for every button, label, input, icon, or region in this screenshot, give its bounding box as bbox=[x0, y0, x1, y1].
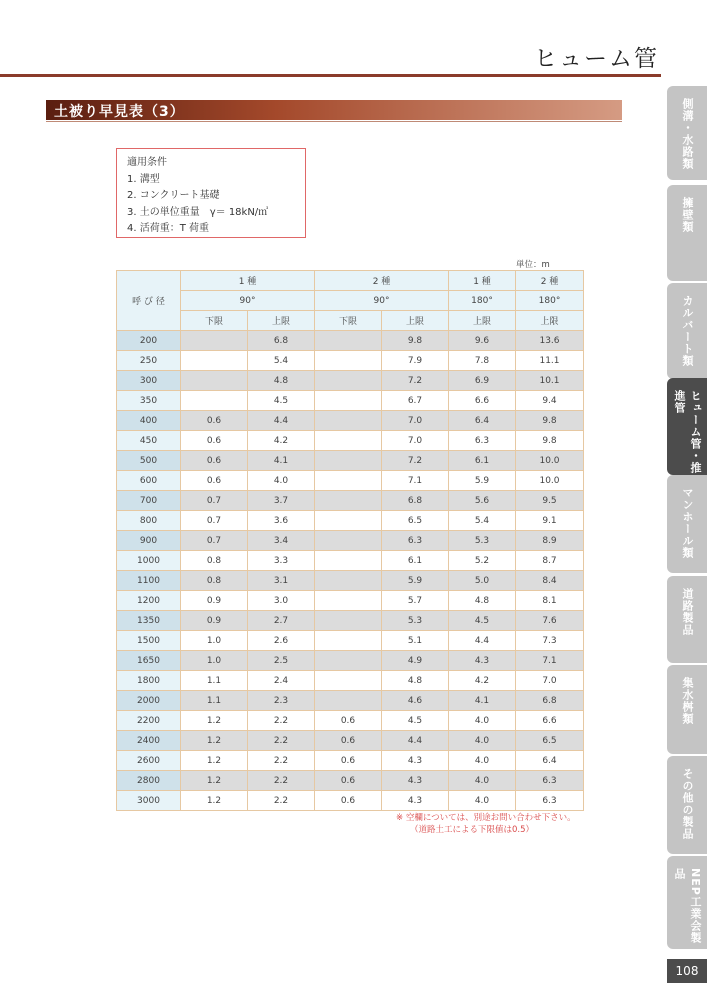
value-cell: 2.3 bbox=[248, 691, 315, 711]
condition-item: 4. 活荷重：T 荷重 bbox=[127, 223, 210, 234]
kind-header: 1 種 bbox=[181, 271, 315, 291]
value-cell: 4.5 bbox=[382, 711, 449, 731]
value-cell: 4.4 bbox=[449, 631, 516, 651]
value-cell bbox=[315, 611, 382, 631]
value-cell: 9.8 bbox=[516, 431, 584, 451]
value-cell: 4.3 bbox=[382, 771, 449, 791]
value-cell bbox=[315, 371, 382, 391]
table-row bbox=[117, 491, 584, 511]
value-cell: 2.5 bbox=[248, 651, 315, 671]
angle-header: 90° bbox=[181, 291, 315, 311]
nominal-diameter-cell: 350 bbox=[117, 391, 181, 411]
value-cell: 10.0 bbox=[516, 471, 584, 491]
value-cell: 1.2 bbox=[181, 771, 248, 791]
nominal-diameter-cell: 3000 bbox=[117, 791, 181, 811]
value-cell: 0.7 bbox=[181, 511, 248, 531]
conditions-box bbox=[116, 148, 306, 238]
value-cell: 2.2 bbox=[248, 731, 315, 751]
value-cell bbox=[315, 571, 382, 591]
category-tab-label: 擁壁類 bbox=[681, 197, 694, 233]
value-cell: 4.4 bbox=[382, 731, 449, 751]
nominal-diameter-header: 呼 び 径 bbox=[117, 271, 181, 331]
nominal-diameter-cell: 500 bbox=[117, 451, 181, 471]
value-cell: 6.8 bbox=[516, 691, 584, 711]
value-cell: 6.5 bbox=[382, 511, 449, 531]
value-cell: 5.3 bbox=[382, 611, 449, 631]
value-cell: 4.5 bbox=[248, 391, 315, 411]
value-cell: 6.3 bbox=[449, 431, 516, 451]
value-cell: 4.3 bbox=[382, 751, 449, 771]
nominal-diameter-cell: 2000 bbox=[117, 691, 181, 711]
value-cell: 8.4 bbox=[516, 571, 584, 591]
value-cell: 0.6 bbox=[315, 771, 382, 791]
nominal-diameter-cell: 1500 bbox=[117, 631, 181, 651]
value-cell: 4.3 bbox=[382, 791, 449, 811]
value-cell: 4.0 bbox=[449, 731, 516, 751]
angle-header: 90° bbox=[315, 291, 449, 311]
value-cell: 5.7 bbox=[382, 591, 449, 611]
kind-header: 1 種 bbox=[449, 271, 516, 291]
value-cell: 3.3 bbox=[248, 551, 315, 571]
value-cell: 4.4 bbox=[248, 411, 315, 431]
value-cell: 6.7 bbox=[382, 391, 449, 411]
value-cell: 5.1 bbox=[382, 631, 449, 651]
category-tab-label: 道路製品 bbox=[681, 588, 694, 636]
category-tab-label: 集水桝類 bbox=[681, 677, 694, 725]
value-cell: 7.1 bbox=[516, 651, 584, 671]
value-cell: 3.7 bbox=[248, 491, 315, 511]
category-tab[interactable] bbox=[667, 378, 707, 475]
value-cell: 4.0 bbox=[449, 771, 516, 791]
top-rule bbox=[0, 74, 661, 77]
category-tab-label: 側溝・水路類 bbox=[681, 98, 694, 170]
value-cell bbox=[315, 631, 382, 651]
limit-header: 上限 bbox=[516, 311, 584, 331]
value-cell: 0.6 bbox=[181, 451, 248, 471]
table-row bbox=[117, 451, 584, 471]
value-cell: 9.4 bbox=[516, 391, 584, 411]
value-cell: 6.3 bbox=[516, 771, 584, 791]
value-cell: 2.2 bbox=[248, 791, 315, 811]
value-cell: 10.0 bbox=[516, 451, 584, 471]
table-row bbox=[117, 371, 584, 391]
limit-header: 上限 bbox=[248, 311, 315, 331]
value-cell: 6.6 bbox=[516, 711, 584, 731]
table-row bbox=[117, 431, 584, 451]
nominal-diameter-cell: 800 bbox=[117, 511, 181, 531]
value-cell: 2.2 bbox=[248, 771, 315, 791]
cover-depth-table bbox=[116, 270, 584, 811]
value-cell: 0.6 bbox=[181, 431, 248, 451]
value-cell bbox=[315, 391, 382, 411]
category-tab-label: NEP工業会製品 bbox=[673, 868, 702, 944]
value-cell: 5.4 bbox=[449, 511, 516, 531]
value-cell: 0.7 bbox=[181, 531, 248, 551]
value-cell: 9.8 bbox=[516, 411, 584, 431]
value-cell: 4.0 bbox=[449, 711, 516, 731]
nominal-diameter-cell: 1200 bbox=[117, 591, 181, 611]
value-cell: 1.2 bbox=[181, 711, 248, 731]
value-cell: 2.7 bbox=[248, 611, 315, 631]
value-cell: 1.0 bbox=[181, 651, 248, 671]
value-cell: 6.3 bbox=[382, 531, 449, 551]
nominal-diameter-cell: 2400 bbox=[117, 731, 181, 751]
nominal-diameter-cell: 2800 bbox=[117, 771, 181, 791]
value-cell: 4.0 bbox=[449, 791, 516, 811]
value-cell: 0.6 bbox=[315, 751, 382, 771]
nominal-diameter-cell: 450 bbox=[117, 431, 181, 451]
table-row bbox=[117, 591, 584, 611]
value-cell: 1.2 bbox=[181, 791, 248, 811]
nominal-diameter-cell: 700 bbox=[117, 491, 181, 511]
limit-header: 下限 bbox=[315, 311, 382, 331]
value-cell: 9.1 bbox=[516, 511, 584, 531]
table-row bbox=[117, 391, 584, 411]
value-cell: 5.0 bbox=[449, 571, 516, 591]
category-tab[interactable] bbox=[667, 185, 707, 281]
section-header bbox=[46, 100, 622, 120]
table-row bbox=[117, 791, 584, 811]
value-cell: 6.1 bbox=[382, 551, 449, 571]
value-cell bbox=[315, 511, 382, 531]
value-cell: 4.6 bbox=[382, 691, 449, 711]
value-cell bbox=[315, 451, 382, 471]
value-cell: 4.2 bbox=[248, 431, 315, 451]
value-cell: 4.8 bbox=[382, 671, 449, 691]
table-row bbox=[117, 511, 584, 531]
value-cell: 0.6 bbox=[315, 791, 382, 811]
table-row bbox=[117, 351, 584, 371]
table-row bbox=[117, 771, 584, 791]
note-line: （道路土工による下限値は0.5） bbox=[410, 825, 535, 835]
value-cell: 4.9 bbox=[382, 651, 449, 671]
value-cell bbox=[181, 331, 248, 351]
nominal-diameter-cell: 1000 bbox=[117, 551, 181, 571]
value-cell: 9.5 bbox=[516, 491, 584, 511]
value-cell: 7.9 bbox=[382, 351, 449, 371]
table-note bbox=[396, 812, 576, 836]
value-cell: 0.6 bbox=[181, 471, 248, 491]
value-cell: 6.8 bbox=[382, 491, 449, 511]
value-cell: 8.9 bbox=[516, 531, 584, 551]
table-row bbox=[117, 331, 584, 351]
nominal-diameter-cell: 1350 bbox=[117, 611, 181, 631]
value-cell bbox=[315, 491, 382, 511]
section-title: 土被り早見表（3） bbox=[54, 104, 185, 120]
value-cell bbox=[315, 691, 382, 711]
value-cell: 5.6 bbox=[449, 491, 516, 511]
value-cell: 5.3 bbox=[449, 531, 516, 551]
value-cell: 5.9 bbox=[382, 571, 449, 591]
table-row bbox=[117, 671, 584, 691]
nominal-diameter-cell: 900 bbox=[117, 531, 181, 551]
angle-header: 180° bbox=[516, 291, 584, 311]
value-cell bbox=[315, 651, 382, 671]
nominal-diameter-cell: 1100 bbox=[117, 571, 181, 591]
value-cell bbox=[315, 431, 382, 451]
value-cell bbox=[315, 551, 382, 571]
page-number: 108 bbox=[667, 959, 707, 983]
value-cell: 4.1 bbox=[449, 691, 516, 711]
value-cell: 0.6 bbox=[315, 731, 382, 751]
value-cell: 9.6 bbox=[449, 331, 516, 351]
value-cell: 6.6 bbox=[449, 391, 516, 411]
value-cell: 2.2 bbox=[248, 711, 315, 731]
category-tab-label: ヒューム管・推進管 bbox=[673, 390, 702, 474]
value-cell: 7.6 bbox=[516, 611, 584, 631]
value-cell bbox=[315, 671, 382, 691]
value-cell: 1.2 bbox=[181, 751, 248, 771]
nominal-diameter-cell: 200 bbox=[117, 331, 181, 351]
unit-label: 単位：m bbox=[516, 260, 550, 270]
kind-header: 2 種 bbox=[516, 271, 584, 291]
table-row bbox=[117, 711, 584, 731]
category-tab[interactable] bbox=[667, 576, 707, 663]
value-cell bbox=[181, 371, 248, 391]
value-cell: 4.3 bbox=[449, 651, 516, 671]
value-cell: 6.1 bbox=[449, 451, 516, 471]
value-cell: 7.0 bbox=[516, 671, 584, 691]
limit-header: 下限 bbox=[181, 311, 248, 331]
value-cell: 8.7 bbox=[516, 551, 584, 571]
value-cell bbox=[315, 471, 382, 491]
value-cell: 7.2 bbox=[382, 371, 449, 391]
nominal-diameter-cell: 1800 bbox=[117, 671, 181, 691]
table-row bbox=[117, 691, 584, 711]
value-cell: 7.0 bbox=[382, 411, 449, 431]
table-row bbox=[117, 571, 584, 591]
value-cell: 0.8 bbox=[181, 551, 248, 571]
value-cell: 3.0 bbox=[248, 591, 315, 611]
value-cell: 0.6 bbox=[315, 711, 382, 731]
value-cell: 6.8 bbox=[248, 331, 315, 351]
value-cell bbox=[315, 531, 382, 551]
page-title: ヒューム管 bbox=[534, 46, 659, 72]
value-cell: 1.2 bbox=[181, 731, 248, 751]
value-cell bbox=[315, 331, 382, 351]
value-cell: 0.9 bbox=[181, 591, 248, 611]
category-tab-label: その他の製品 bbox=[681, 768, 694, 840]
category-tab[interactable] bbox=[667, 665, 707, 754]
table-row bbox=[117, 411, 584, 431]
value-cell: 6.3 bbox=[516, 791, 584, 811]
table-row bbox=[117, 751, 584, 771]
header-row-kind bbox=[117, 271, 584, 291]
value-cell: 2.2 bbox=[248, 751, 315, 771]
value-cell: 1.0 bbox=[181, 631, 248, 651]
kind-header: 2 種 bbox=[315, 271, 449, 291]
value-cell: 2.6 bbox=[248, 631, 315, 651]
value-cell: 4.1 bbox=[248, 451, 315, 471]
table-row bbox=[117, 551, 584, 571]
value-cell: 2.4 bbox=[248, 671, 315, 691]
nominal-diameter-cell: 300 bbox=[117, 371, 181, 391]
conditions-title: 適用条件 bbox=[127, 157, 167, 168]
nominal-diameter-cell: 400 bbox=[117, 411, 181, 431]
value-cell: 6.4 bbox=[516, 751, 584, 771]
condition-item: 1. 溝型 bbox=[127, 173, 160, 185]
value-cell: 9.8 bbox=[382, 331, 449, 351]
nominal-diameter-cell: 600 bbox=[117, 471, 181, 491]
value-cell: 1.1 bbox=[181, 671, 248, 691]
header-row-angle bbox=[117, 291, 584, 311]
category-tab[interactable] bbox=[667, 856, 707, 949]
value-cell: 6.9 bbox=[449, 371, 516, 391]
value-cell: 4.0 bbox=[248, 471, 315, 491]
category-tab[interactable] bbox=[667, 475, 707, 573]
value-cell: 0.7 bbox=[181, 491, 248, 511]
value-cell: 3.6 bbox=[248, 511, 315, 531]
category-tab-label: マンホール類 bbox=[681, 487, 694, 559]
table-row bbox=[117, 531, 584, 551]
value-cell bbox=[181, 391, 248, 411]
value-cell bbox=[315, 351, 382, 371]
section-underline bbox=[46, 121, 622, 122]
value-cell bbox=[315, 411, 382, 431]
category-tab[interactable] bbox=[667, 86, 707, 180]
value-cell: 7.2 bbox=[382, 451, 449, 471]
table-row bbox=[117, 731, 584, 751]
value-cell: 8.1 bbox=[516, 591, 584, 611]
table-row bbox=[117, 611, 584, 631]
value-cell: 6.4 bbox=[449, 411, 516, 431]
value-cell: 1.1 bbox=[181, 691, 248, 711]
value-cell: 7.8 bbox=[449, 351, 516, 371]
limit-header: 上限 bbox=[382, 311, 449, 331]
value-cell: 11.1 bbox=[516, 351, 584, 371]
category-tab[interactable] bbox=[667, 756, 707, 854]
value-cell: 7.3 bbox=[516, 631, 584, 651]
value-cell: 4.2 bbox=[449, 671, 516, 691]
category-tab-label: カルバート類 bbox=[681, 295, 694, 367]
value-cell bbox=[181, 351, 248, 371]
header-row-limits bbox=[117, 311, 584, 331]
value-cell: 4.8 bbox=[449, 591, 516, 611]
value-cell: 0.8 bbox=[181, 571, 248, 591]
category-tab[interactable] bbox=[667, 283, 707, 379]
value-cell: 5.9 bbox=[449, 471, 516, 491]
condition-item: 2. コンクリート基礎 bbox=[127, 190, 220, 201]
limit-header: 上限 bbox=[449, 311, 516, 331]
angle-header: 180° bbox=[449, 291, 516, 311]
value-cell: 4.5 bbox=[449, 611, 516, 631]
table-row bbox=[117, 631, 584, 651]
value-cell: 0.9 bbox=[181, 611, 248, 631]
value-cell: 4.0 bbox=[449, 751, 516, 771]
table-row bbox=[117, 471, 584, 491]
condition-item: 3. 土の単位重量 γ＝ 18kN/㎥ bbox=[127, 206, 269, 218]
value-cell: 4.8 bbox=[248, 371, 315, 391]
value-cell bbox=[315, 591, 382, 611]
value-cell: 10.1 bbox=[516, 371, 584, 391]
value-cell: 7.0 bbox=[382, 431, 449, 451]
table-row bbox=[117, 651, 584, 671]
value-cell: 3.1 bbox=[248, 571, 315, 591]
value-cell: 5.2 bbox=[449, 551, 516, 571]
value-cell: 7.1 bbox=[382, 471, 449, 491]
nominal-diameter-cell: 250 bbox=[117, 351, 181, 371]
nominal-diameter-cell: 2200 bbox=[117, 711, 181, 731]
value-cell: 3.4 bbox=[248, 531, 315, 551]
nominal-diameter-cell: 1650 bbox=[117, 651, 181, 671]
value-cell: 13.6 bbox=[516, 331, 584, 351]
note-line: ※ 空欄については、別途お問い合わせ下さい。 bbox=[396, 813, 576, 823]
value-cell: 6.5 bbox=[516, 731, 584, 751]
value-cell: 5.4 bbox=[248, 351, 315, 371]
nominal-diameter-cell: 2600 bbox=[117, 751, 181, 771]
value-cell: 0.6 bbox=[181, 411, 248, 431]
